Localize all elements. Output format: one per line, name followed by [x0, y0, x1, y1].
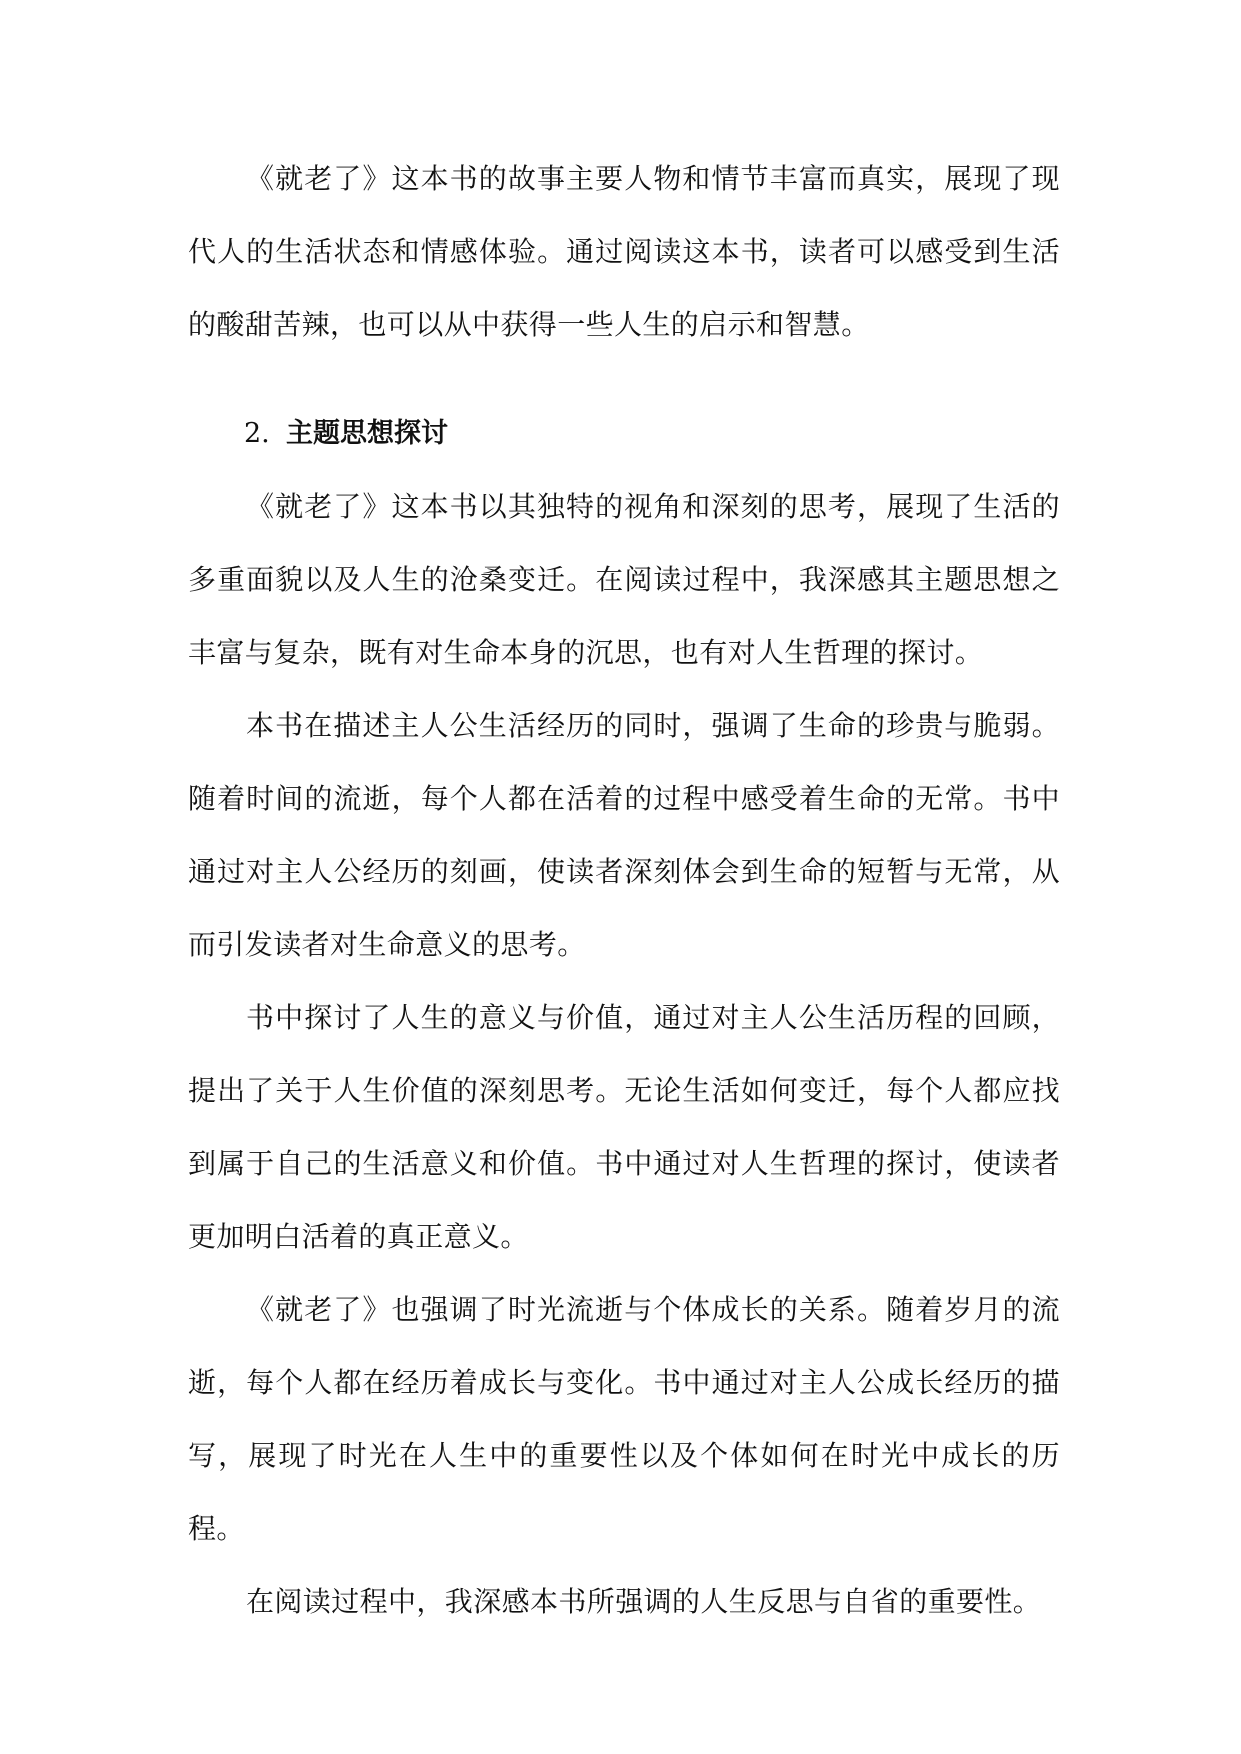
paragraph-life-meaning: 书中探讨了人生的意义与价值，通过对主人公生活历程的回顾，提出了关于人生价值的深刻思考。无论生活如何变迁，每个人都应找到属于自己的生活意义和价值。书中通过对人生哲理的探讨，使读者更加明白活着的真正意义。 — [188, 1001, 1060, 1253]
paragraph-theme-overview: 《就老了》这本书以其独特的视角和深刻的思考，展现了生活的多重面貌以及人生的沧桑变迁。在阅读过程中，我深感其主题思想之丰富与复杂，既有对生命本身的沉思，也有对人生哲理的探讨。 — [188, 490, 1060, 669]
paragraph-intro: 《就老了》这本书的故事主要人物和情节丰富而真实，展现了现代人的生活状态和情感体验。通过阅读这本书，读者可以感受到生活的酸甜苦辣，也可以从中获得一些人生的启示和智慧。 — [188, 162, 1060, 341]
document-body — [188, 142, 1060, 1638]
paragraph-reflection: 在阅读过程中，我深感本书所强调的人生反思与自省的重要性。 — [246, 1585, 1042, 1618]
paragraph-time-growth: 《就老了》也强调了时光流逝与个体成长的关系。随着岁月的流逝，每个人都在经历着成长与变化。书中通过对主人公成长经历的描写，展现了时光在人生中的重要性以及个体如何在时光中成长的历程。 — [188, 1293, 1060, 1545]
paragraph-life-fragility: 本书在描述主人公生活经历的同时，强调了生命的珍贵与脆弱。随着时间的流逝，每个人都在活着的过程中感受着生命的无常。书中通过对主人公经历的刻画，使读者深刻体会到生命的短暂与无常，从而引发读者对生命意义的思考。 — [188, 709, 1060, 961]
section-heading — [188, 397, 1060, 470]
section-title: 主题思想探讨 — [286, 418, 448, 449]
section-number: 2. — [244, 418, 270, 449]
